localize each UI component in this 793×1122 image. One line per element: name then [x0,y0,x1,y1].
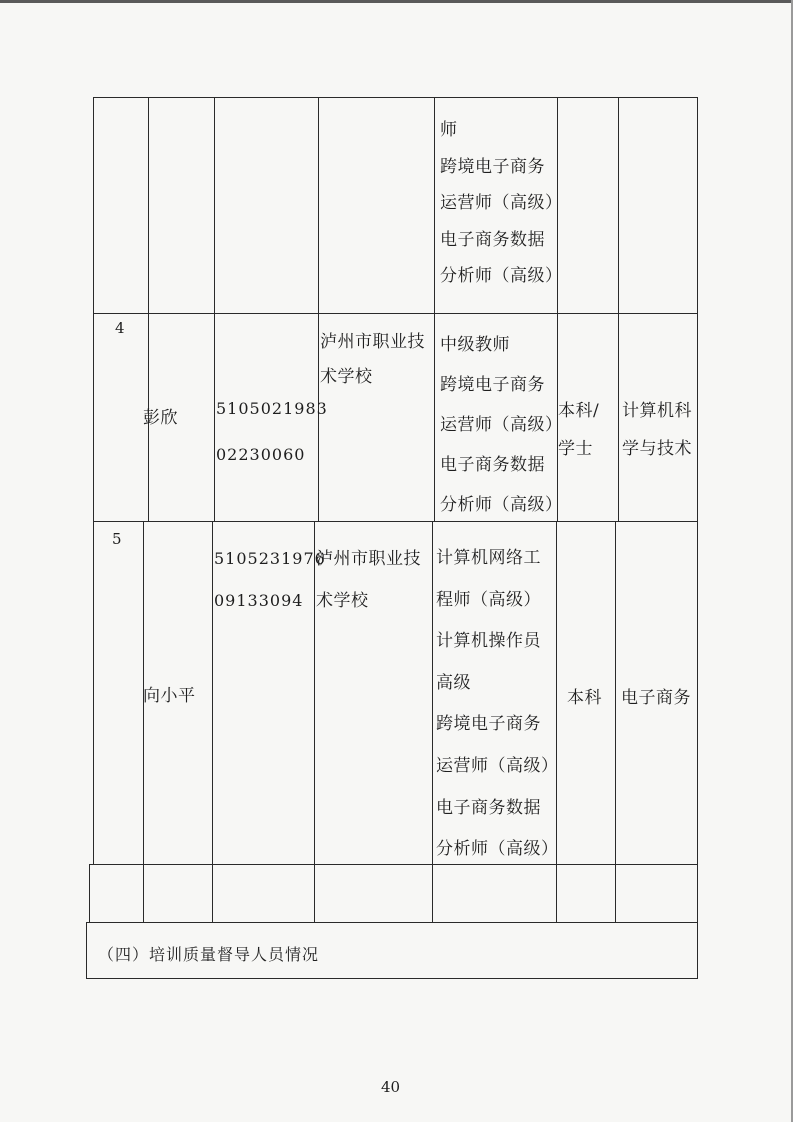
title-line: 运营师（高级） [440,193,563,213]
education-cell [567,688,602,709]
id-number [214,538,326,622]
title-line: 运营师（高级） [440,415,563,435]
title-cell [440,112,563,295]
major-line: 学与技术 [622,439,692,459]
id-line: 02230060 [216,445,306,464]
id-number [216,386,328,478]
title-line: 运营师（高级） [436,755,559,776]
column-rule [618,97,619,521]
table-border-right [697,97,698,978]
table-border-left [93,97,94,864]
title-line: 电子商务数据 [440,229,545,250]
column-rule [214,97,215,521]
title-line: 师 [440,120,458,140]
title-line: 电子商务数据 [436,797,541,818]
major-cell [622,392,692,468]
id-line: 09133094 [214,591,304,610]
table-rule [93,313,698,314]
column-rule [143,521,144,922]
education-line: 学士 [558,439,593,459]
work-unit [320,325,425,395]
person-name: 向小平 [143,686,196,706]
table-rule [93,521,698,522]
unit-line: 泸州市职业技 [316,549,421,569]
major-line: 电子商务 [621,688,691,708]
id-line: 5105021983 [216,399,328,418]
title-line: 计算机网络工 [436,548,541,568]
row-index: 4 [115,319,126,337]
column-rule [615,521,616,922]
table-rule [93,97,698,98]
major-line: 计算机科 [622,401,692,421]
title-line: 高级 [436,672,471,693]
title-line: 跨境电子商务 [436,714,541,735]
id-line: 5105231976 [214,549,326,568]
title-line: 中级教师 [440,335,510,355]
title-line: 跨境电子商务 [440,375,545,395]
unit-line: 泸州市职业技 [320,332,425,352]
column-rule [432,521,433,922]
table-border-left [86,922,87,978]
work-unit [316,538,421,622]
table-rule [89,864,698,865]
table-rule [86,922,698,923]
title-cell [436,538,559,871]
title-line: 计算机操作员 [436,631,541,652]
scan-edge-top [0,0,793,3]
title-line: 电子商务数据 [440,455,545,475]
column-rule [148,97,149,521]
major-cell [621,688,691,709]
unit-line: 术学校 [320,367,373,387]
column-rule [434,97,435,521]
title-line: 分析师（高级） [436,839,559,860]
table-rule [86,978,698,979]
education-cell [558,392,599,468]
column-rule [212,521,213,922]
title-line: 程师（高级） [436,589,541,610]
row-index: 5 [112,530,123,548]
person-name: 彭欣 [143,408,178,428]
education-line: 本科/ [558,401,600,421]
unit-line: 术学校 [316,591,369,611]
page-number: 40 [381,1078,401,1096]
title-line: 分析师（高级） [440,495,563,515]
title-line: 跨境电子商务 [440,156,545,177]
education-line: 本科 [567,688,602,708]
title-cell [440,325,563,525]
section-heading: （四）培训质量督导人员情况 [98,945,320,964]
title-line: 分析师（高级） [440,266,563,286]
table-border-left [89,864,90,922]
